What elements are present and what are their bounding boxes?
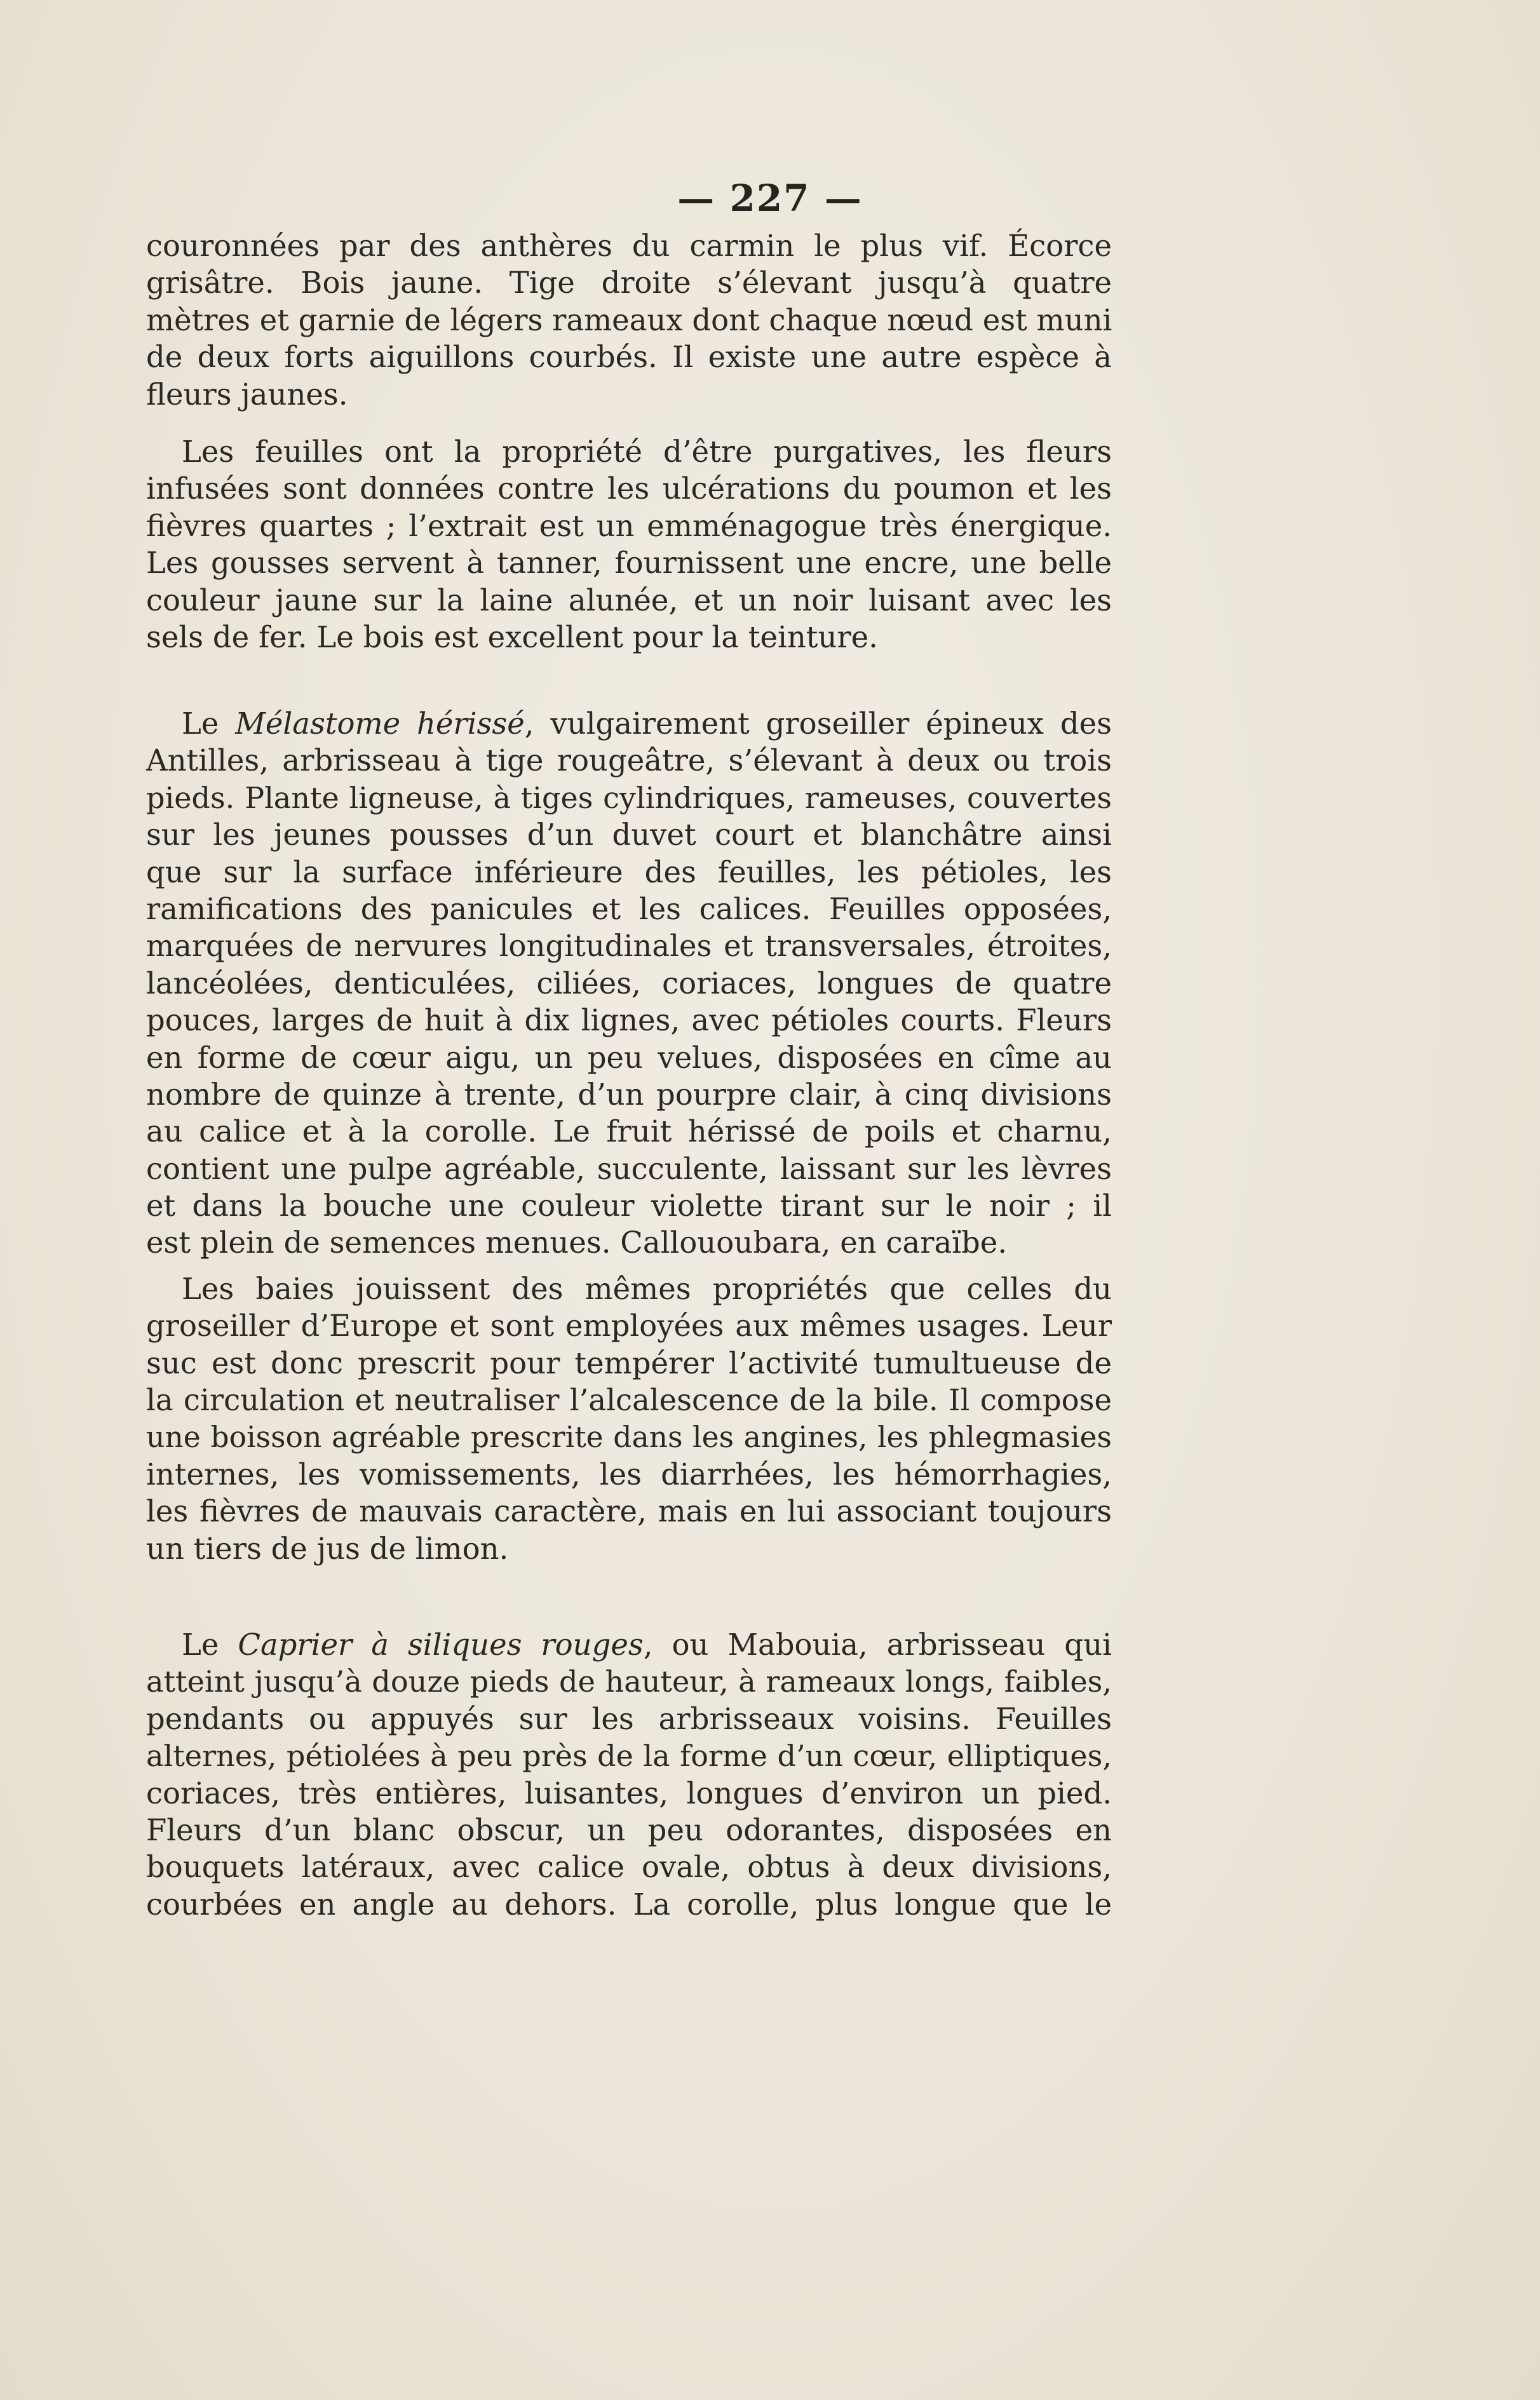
text-line: bouquets latéraux, avec calice ovale, obtus à deux divisions, <box>146 1850 1112 1885</box>
text-line: sur les jeunes pousses d’un duvet court et blanchâtre ainsi <box>146 818 1112 853</box>
text-line: grisâtre. Bois jaune. Tige droite s’élevant jusqu’à quatre <box>146 266 1112 300</box>
species-name: Mélastome hérissé <box>235 706 525 741</box>
text-line: est plein de semences menues. Callououbara, en caraïbe. <box>146 1225 1008 1260</box>
text-line: les fièvres de mauvais caractère, mais en lui associant toujours <box>146 1494 1112 1529</box>
text-line: fleurs jaunes. <box>146 377 348 412</box>
text-line: infusées sont données contre les ulcérations du poumon et les <box>146 471 1112 506</box>
text-line: suc est donc prescrit pour tempérer l’activité tumultueuse de <box>146 1345 1112 1380</box>
text-line: groseiller d’Europe et sont employées aux mêmes usages. Leur <box>146 1309 1112 1344</box>
text-line: atteint jusqu’à douze pieds de hauteur, à rameaux longs, faibles, <box>146 1664 1112 1699</box>
text-line: Fleurs d’un blanc obscur, un peu odorantes, disposées en <box>146 1812 1112 1847</box>
text-line: coriaces, très entières, luisantes, longues d’environ un pied. <box>146 1776 1112 1810</box>
paragraph-3 <box>146 705 1112 1262</box>
text-line: un tiers de jus de limon. <box>146 1531 509 1566</box>
text-line: alternes, pétiolées à peu près de la forme d’un cœur, elliptiques, <box>146 1739 1112 1774</box>
text-line: Les feuilles ont la propriété d’être purgatives, les fleurs <box>182 435 1112 469</box>
text-line: la circulation et neutraliser l’alcalescence de la bile. Il compose <box>146 1383 1112 1418</box>
text-line: Les gousses servent à tanner, fournissent une encre, une belle <box>146 546 1112 581</box>
text-line: pieds. Plante ligneuse, à tiges cylindriques, rameuses, couvertes <box>146 780 1112 815</box>
text-line: Le Mélastome hérissé, vulgairement groseiller épineux des <box>182 706 1112 741</box>
text-line: mètres et garnie de légers rameaux dont chaque nœud est muni <box>146 302 1112 337</box>
text-line: courbées en angle au dehors. La corolle, plus longue que le <box>146 1887 1112 1922</box>
text-line: ramifications des panicules et les calices. Feuilles opposées, <box>146 891 1112 926</box>
text-line: nombre de quinze à trente, d’un pourpre clair, à cinq divisions <box>146 1077 1112 1112</box>
text-line: lancéolées, denticulées, ciliées, coriaces, longues de quatre <box>146 966 1112 1001</box>
text-line: Antilles, arbrisseau à tige rougeâtre, s’élevant à deux ou trois <box>146 743 1112 778</box>
text-line: Les baies jouissent des mêmes propriétés que celles du <box>182 1272 1112 1306</box>
page-number: — 227 — <box>677 177 863 220</box>
paragraph-2 <box>146 433 1112 656</box>
paragraph-5 <box>146 1626 1112 1923</box>
text-line: Le Caprier à siliques rouges, ou Mabouia, arbrisseau qui <box>182 1628 1112 1662</box>
text-line: au calice et à la corolle. Le fruit hérissé de poils et charnu, <box>146 1114 1112 1149</box>
text-line: une boisson agréable prescrite dans les angines, les phlegmasies <box>146 1420 1112 1454</box>
text-line: en forme de cœur aigu, un peu velues, disposées en cîme au <box>146 1040 1112 1075</box>
text-line: de deux forts aiguillons courbés. Il existe une autre espèce à <box>146 340 1112 375</box>
text-line: couleur jaune sur la laine alunée, et un noir luisant avec les <box>146 583 1112 617</box>
paragraph-4 <box>146 1271 1112 1567</box>
text-line: contient une pulpe agréable, succulente, laissant sur les lèvres <box>146 1151 1112 1186</box>
text-line: pouces, larges de huit à dix lignes, avec pétioles courts. Fleurs <box>146 1003 1112 1038</box>
paragraph-1 <box>146 227 1112 413</box>
text-line: internes, les vomissements, les diarrhées, les hémorrhagies, <box>146 1457 1112 1492</box>
text-line: couronnées par des anthères du carmin le plus vif. Écorce <box>146 229 1112 263</box>
text-line: que sur la surface inférieure des feuilles, les pétioles, les <box>146 854 1112 889</box>
text-line: pendants ou appuyés sur les arbrisseaux voisins. Feuilles <box>146 1701 1112 1736</box>
text-line: et dans la bouche une couleur violette tirant sur le noir ; il <box>146 1189 1112 1224</box>
species-name: Caprier à siliques rouges <box>238 1628 644 1662</box>
text-line: fièvres quartes ; l’extrait est un emménagogue très énergique. <box>146 508 1112 543</box>
text-line: marquées de nervures longitudinales et transversales, étroites, <box>146 929 1112 964</box>
text-line: sels de fer. Le bois est excellent pour la teinture. <box>146 619 878 654</box>
